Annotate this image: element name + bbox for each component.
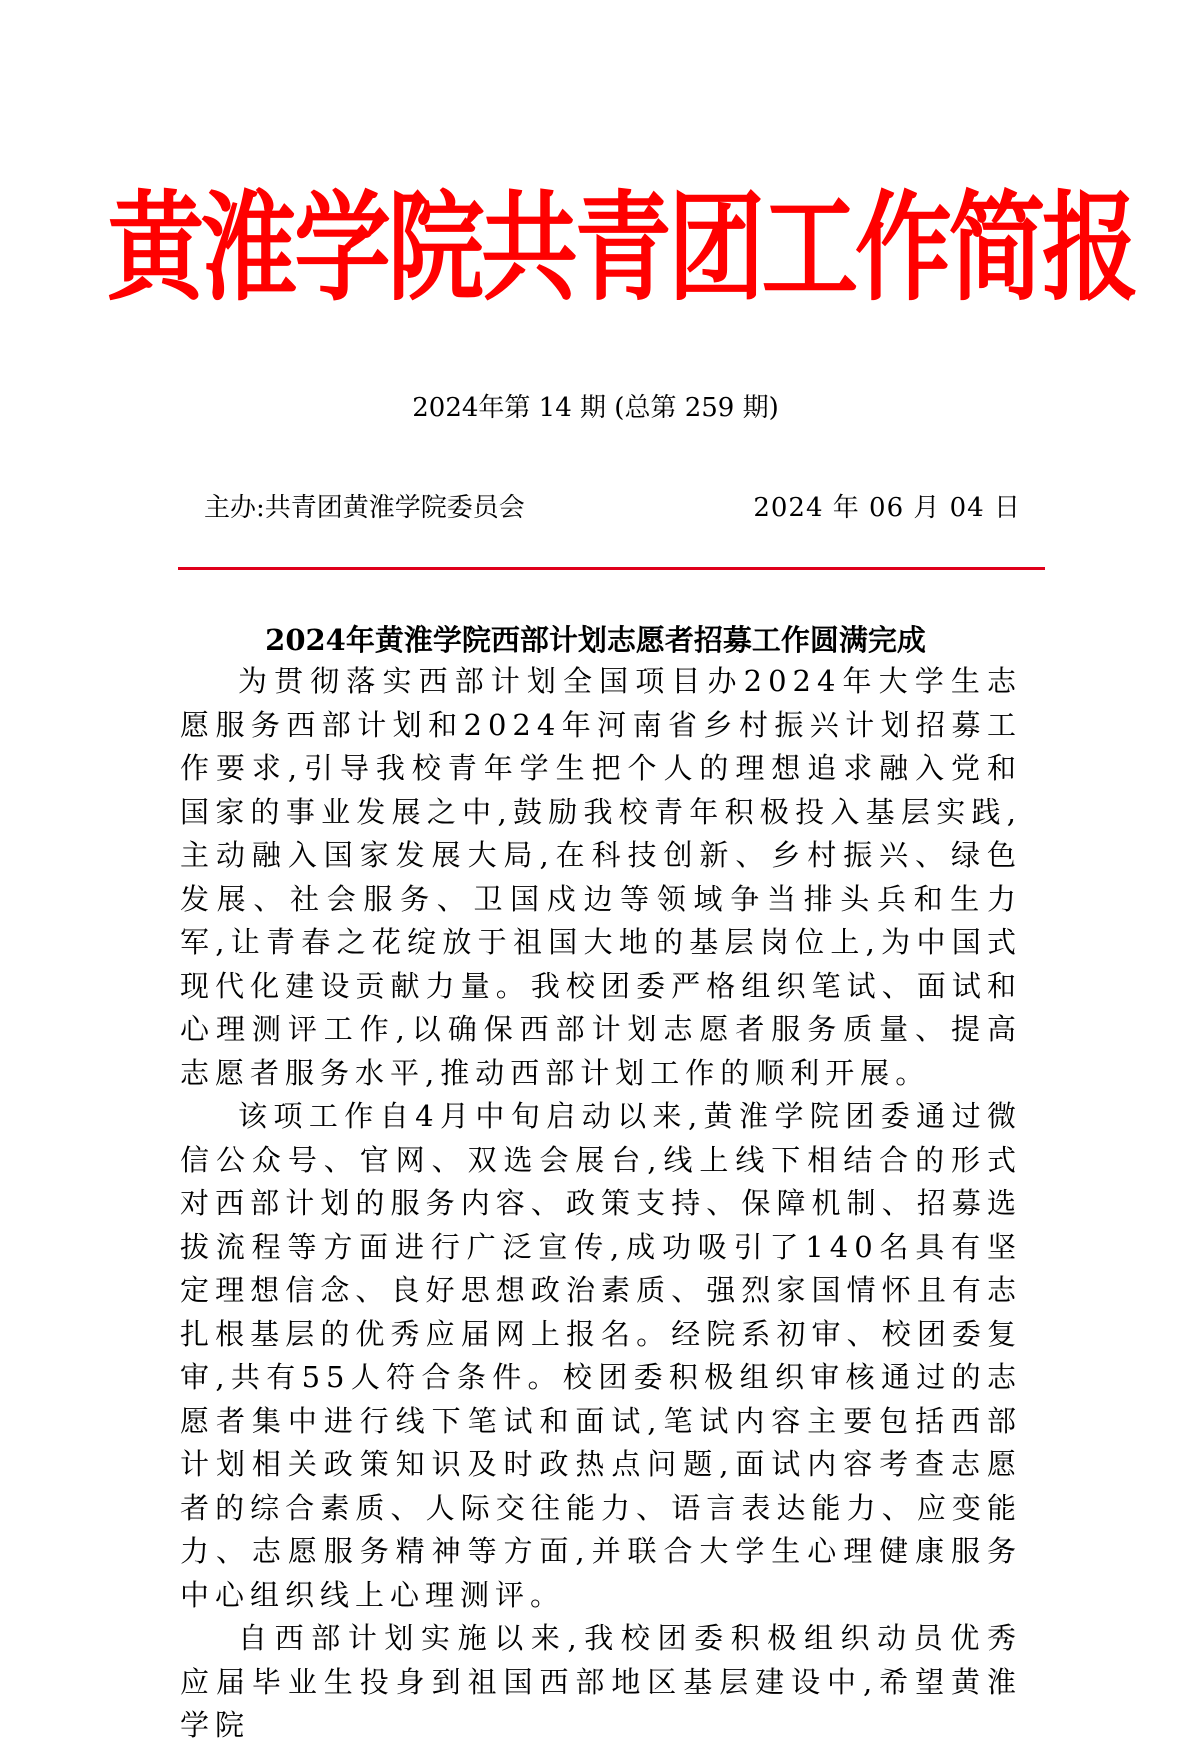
publication-date: 2024 年 06 月 04 日 [753, 493, 1021, 523]
sponsor-line: 主办:共青团黄淮学院委员会 [204, 493, 525, 523]
article-paragraph: 为贯彻落实西部计划全国项目办2024年大学生志愿服务西部计划和2024年河南省乡村振兴计划招募工作要求,引导我校青年学生把个人的理想追求融入党和国家的事业发展之中,鼓励我校青年积极投入基层实践,主动融入国家发展大局,在科技创新、乡村振兴、绿色发展、社会服务、卫国戍边等领域争当排头兵和生力军,让青春之花绽放于祖国大地的基层岗位上,为中国式现代化建设贡献力量。我校团委严格组织笔试、面试和心理测评工作,以确保西部计划志愿者服务质量、提高志愿者服务水平,推动西部计划工作的顺利开展。 [180, 664, 1022, 1090]
issue-number: 2024年第 14 期 (总第 259 期) [412, 393, 779, 423]
newsletter-masthead: 黄淮学院共青团工作简报 [107, 179, 1136, 317]
article-paragraph: 自西部计划实施以来,我校团委积极组织动员优秀应届毕业生投身到祖国西部地区基层建设中,希望黄淮学院 [180, 1621, 1022, 1742]
article-title: 2024年黄淮学院西部计划志愿者招募工作圆满完成 [265, 623, 926, 657]
article-body [180, 660, 1022, 1748]
header-divider [178, 567, 1045, 570]
article-paragraph: 该项工作自4月中旬启动以来,黄淮学院团委通过微信公众号、官网、双选会展台,线上线下相结合的形式对西部计划的服务内容、政策支持、保障机制、招募选拔流程等方面进行广泛宣传,成功吸引了140名具有坚定理想信念、良好思想政治素质、强烈家国情怀且有志扎根基层的优秀应届网上报名。经院系初审、校团委复审,共有55人符合条件。校团委积极组织审核通过的志愿者集中进行线下笔试和面试,笔试内容主要包括西部计划相关政策知识及时政热点问题,面试内容考查志愿者的综合素质、人际交往能力、语言表达能力、应变能力、志愿服务精神等方面,并联合大学生心理健康服务中心组织线上心理测评。 [180, 1099, 1022, 1612]
